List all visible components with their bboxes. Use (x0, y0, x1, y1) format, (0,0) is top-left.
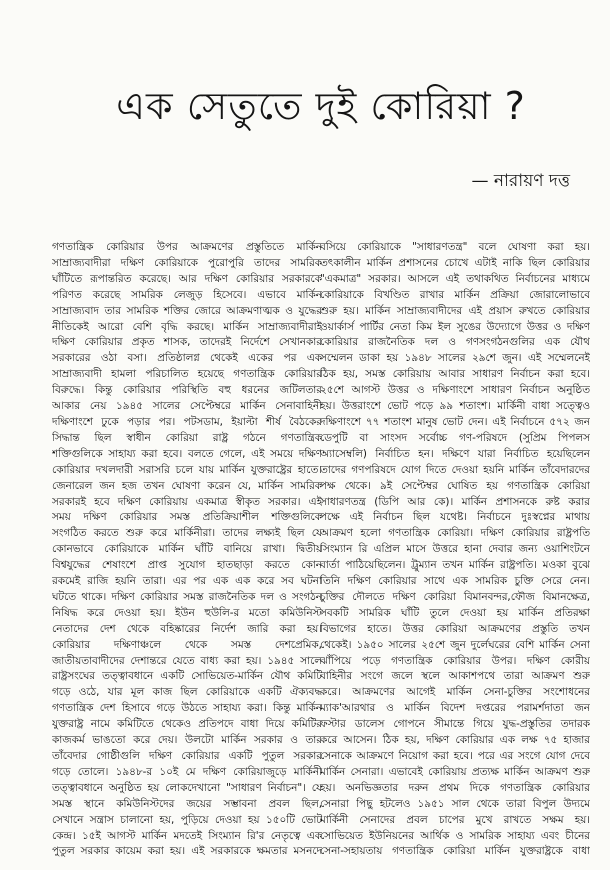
text-line: ডেপুটি বা সাংসদ সর্বোচ্চ গণ-পরিষদে (সুপ্রিম পিপলস (320, 431, 590, 444)
text-line: গড়ে ওঠে, যার মূল কাজ ছিল কোরিয়াকে একটি ঐক্যবদ্ধ (52, 686, 322, 699)
text-line: আকার নেয় ১৯৪৫ সালের সেপ্টেম্বরে মার্কিন সেনাবাহিনী (52, 400, 322, 413)
text-line: পুতুল সরকার কায়েম করা হয়। এই সরকারকে ক্ষমতার মসনদে (52, 845, 322, 858)
text-line: মার্কিনী সেনাদের প্রবল চাপের মুখে রাখতে সক্ষম হয়। (320, 813, 590, 826)
text-line: অ্যাসেম্বলি) নির্বাচিত হন। দক্ষিণে যারা নির্বাচিত হয়েছিলেন (320, 447, 590, 460)
text-line: যুক্তরাষ্ট্র নামে কমিটিতে থেকেও প্রতিপদে বাধা দিয়ে কমিটির (52, 718, 322, 731)
text-line: সরকারই হবে দক্ষিণ কোরিয়ায় একমাত্র স্বীকৃত সরকার। এই (52, 495, 322, 508)
text-line: ঠিক হয়, সমস্ত কোরিয়ায় আবার সাধারণ নির্বাচন করা হবে। (320, 368, 590, 381)
text-line: দক্ষিণাংশে ৭৭ শতাংশ মানুষ ভোট দেন। এই নির্বাচনে ৫৭২ জন (320, 415, 590, 428)
text-line: সাম্রাজ্যবাদ তার সামরিক শক্তির জোরে আক্রমণাত্মক ও যুদ্ধের (52, 304, 322, 317)
text-line: সেখানে সন্ত্রাস চালানো হয়, পুড়িয়ে দেওয়া হয় ১৫০টি ভোট (52, 813, 322, 826)
article-author: — নারায়ণ দত্ত (471, 171, 570, 191)
text-line: সেনারা পিছু হটলেও ১৯৫১ সাল থেকে তারা বিপুল উদ্যমে (320, 797, 590, 810)
text-line: তত্ত্বাবধানে অনুষ্ঠিত হয় লোকদেখানো "সাধারণ নির্বাচন"। যে (52, 781, 322, 794)
text-line: গণতান্ত্রিক কোরিয়ার উপর আক্রমণের প্রস্তুতিতে মার্কিন (52, 241, 322, 253)
text-line: বসিয়ে কোরিয়াকে "সাধারণতন্ত্র" বলে ঘোষণা করা হয়। (320, 241, 590, 253)
text-line: ঘাঁটিতে রূপান্তরিত করেছে। আর দক্ষিণ কোরিয়ার সরকারকে (52, 272, 322, 285)
text-line: দক্ষিণ কোরিয়ার প্রকৃত শাসক, তাদেরই নির্দেশে সেখানকার (52, 336, 322, 349)
text-line: কাজকর্ম ভাঙতো করে দেয়। উলটো মার্কিন সরকার ও তার (52, 734, 322, 747)
text-line: ২৫শে আগস্ট উত্তর ও দক্ষিণাংশে সাধারণ নির্বাচন অনুষ্ঠিত (320, 384, 590, 397)
text-line: গণতান্ত্রিক দেশ হিসাবে গড়ে উঠতে সাহায্য করা। কিন্তু মার্কিন (52, 702, 322, 715)
text-line: সাম্রাজ্যবাদী হামলা পরিচালিত হয়েছে গণতান্ত্রিক কোরিয়ার (52, 368, 322, 381)
text-line: দক্ষিণাংশে ঢুকে পড়ার পর। পটসডাম, ইয়াল্টা শীর্ষ বৈঠকের (52, 415, 322, 428)
text-line: ম্যাক'আরথার ও মার্কিন বিদেশ দপ্তরের পরামর্শদাতা জন (320, 702, 590, 715)
text-line: নিষিদ্ধ করে দেওয়া হয়। ইউন হুউলি-র মতো কমিউনিস্ট (52, 606, 322, 619)
text-line: ঝাঁপিয়ে পড়ে গণতান্ত্রিক কোরিয়ার উপর। দক্ষিণ কোরীয় (320, 654, 590, 667)
text-line: সিংম্যান রি এপ্রিল মাসে উত্তরে হানা দেবার জন্য ওয়াশিংটনে (320, 543, 590, 556)
text-line: সবকটি সামরিক ঘাঁটি তুলে দেওয়া হয় মার্কিন প্রতিরক্ষা (320, 606, 590, 619)
text-line: আক্রমণ হলো গণতান্ত্রিক কোরিয়া। দক্ষিণ কোরিয়ার রাষ্ট্রপতি (320, 527, 590, 540)
text-line: সাম্রাজ্যবাদীরা দক্ষিণ কোরিয়াকে পুরোপুরি তাদের সামরিক (52, 256, 322, 269)
text-line: কোরিয়াকে বিখণ্ডিত রাখার মার্কিন প্রক্রিয়া জোরালোভাবে (320, 288, 590, 301)
text-line: হয়। অনভিজ্ঞতার দরুন প্রথম দিকে গণতান্ত্রিক কোরিয়ার (320, 781, 590, 794)
text-line: সময় দক্ষিণ কোরিয়ার সমস্ত প্রতিক্রিয়াশীল শক্তিগুলিকে (52, 511, 322, 524)
text-line: বিশ্বযুদ্ধের শেষাংশে প্রাপ্ত সুযোগ হাতছাড়া করতে কোন (52, 559, 322, 572)
text-line: সোভিয়েত ইউনিয়নের আর্থিক ও সামরিক সাহায্য এবং চীনের (320, 829, 590, 842)
text-line: সরকারের ওঠা বসা। প্রতিষ্ঠালগ্ন থেকেই একের পর এক (52, 352, 322, 365)
right-column (320, 240, 590, 860)
text-line: ফস্টার ডালেস গোপনে সীমান্তে গিয়ে যুদ্ধ-প্রস্তুতির তদারক (320, 718, 590, 731)
text-line: পরিণত করেছে সামরিক লেজুড় হিসেবে। এভাবে মার্কিন (52, 288, 322, 301)
text-line: ঘটতে থাকে। দক্ষিণ কোরিয়ার সমস্ত রাজনৈতিক দল ও সংগঠন (52, 590, 322, 603)
article-title: এক সেতুতে দুই কোরিয়া ? (116, 84, 526, 128)
text-line: থেকেই। ১৯৫০ সালের ২৫শে জুন দুর্লেঘরের বেশি মার্কিন সেনা (320, 638, 590, 651)
text-line: সিদ্ধান্ত ছিল স্বাধীন কোরিয়া রাষ্ট্র গঠনে গণতান্ত্রিক (52, 431, 322, 444)
text-line: সেনা-সহায়তায় গণতান্ত্রিক কোরিয়া মার্কিন যুক্তরাষ্ট্রকে বাধা (320, 845, 590, 858)
text-line: রকমেই রাজি হয়নি তারা। এর পর এক এক করে সব ঘটনা (52, 575, 322, 588)
text-line: সাধারণতন্ত্র (ডিপি আর কে)। মার্কিন প্রশাসনকে রুষ্ট করার (320, 495, 590, 508)
text-line: চুক্তির দৌলতে দক্ষিণ কোরিয়া বিমানবন্দর,ফৌজ বিমানক্ষেত্র, (320, 590, 590, 603)
text-line: সমস্ত স্থানে কমিউনিস্টদের জয়ের সম্ভাবনা প্রবল ছিল, (52, 797, 322, 810)
text-line: পক্ষ থেকে। ৯ই সেপ্টেম্বর ঘোষিত হয় গণতান্ত্রিক কোরিয়া (320, 479, 590, 492)
text-line: জেনারেল জন হজ তখন ঘোষণা করেন যে, মার্কিন সামরিক (52, 479, 322, 492)
text-line: "একমাত্র" সরকার। আসলে এই তথাকথিত নির্বাচনের মাধ্যমে (320, 272, 590, 285)
text-line: কোনভাবে কোরিয়াকে মার্কিন ঘাঁটি বানিয়ে রাখা। দ্বিতীয় (52, 543, 322, 556)
text-line: হয়। উত্তরাংশে ভোট পড়ে ৯৯ শতাংশ। মার্কিনী বাধা সত্ত্বেও (320, 400, 590, 413)
text-line: নেতাদের দেশ থেকে বহিষ্কারের নির্দেশ জারি করা হয়। (52, 622, 322, 635)
text-line: শুরু হয়। মার্কিন সাম্রাজ্যবাদীদের এই প্রয়াস রুখতে কোরিয়ার (320, 304, 590, 317)
text-line: সংগঠিত করতে শুরু করে মার্কিনীরা। তাদের লক্ষ্যই ছিল যে (52, 527, 322, 540)
text-line: নীতিকেই আরো বেশি বৃদ্ধি করছে। মার্কিন সাম্রাজ্যবাদীরাই (52, 320, 322, 333)
text-line: বার্তা পাঠিয়েছিলেন। ট্রুম্যান তখন মার্কিন রাষ্ট্রপতি। মওকা বুঝে (320, 559, 590, 572)
text-line: গড়ে তোলে। ১৯৪৮-র ১০ই মে দক্ষিণ কোরিয়াজুড়ে মার্কিনী (52, 765, 322, 778)
text-line: বিভাগের হাতে। উত্তর কোরিয়া আক্রমণের প্রস্তুতি তখন (320, 622, 590, 635)
text-line: তাদের গণপরিষদে যোগ দিতে দেওয়া হয়নি মার্কিন তাঁবেদারদের (320, 463, 590, 476)
left-column (52, 240, 322, 860)
text-line: তাঁবেদার গোষ্ঠীগুলি দক্ষিণ কোরিয়ার একটি পুতুল সরকার (52, 750, 322, 762)
text-line: তৎকালীন মার্কিন প্রশাসনের চোখে এটাই নাকি ছিল কোরিয়ার (320, 256, 590, 269)
text-line: পক্ষে এই নির্বাচন ছিল যথেষ্ট। নির্বাচনে দুঃস্বপ্নের মাথায় (320, 511, 590, 524)
text-line: করে। আক্রমণের আগেই মার্কিন সেনা-চুক্তির সংশোধনের (320, 686, 590, 699)
text-line: বাহিনীর সংগে জলে স্থলে আকাশপথে তারা আক্রমণ শুরু (320, 670, 590, 683)
text-line: বিরুদ্ধে। কিন্তু কোরিয়ার পরিস্থিতি বহু ধরনের জটিলতার (52, 384, 322, 397)
text-line: জাতীয়তাবাদীদের দেশান্তরে যেতে বাধ্য করা হয়। ১৯৪৫ সালে (52, 654, 322, 667)
text-line: রাষ্ট্রসংঘের তত্ত্বাবধানে একটি সোভিয়েত-মার্কিন যৌথ কমিটি (52, 670, 322, 683)
text-line: কোরিয়ার দখলদারী সরাসরি চলে যায় মার্কিন যুক্তরাষ্ট্রের হাতে। (52, 463, 322, 476)
text-line: ওয়ার্কার্স পার্টির নেতা কিম ইল সুঙের উদ্যোগে উত্তর ও দক্ষিণ (320, 320, 590, 333)
text-line: কোরিয়ার রাজনৈতিক দল ও গণসংগঠনগুলির এক যৌথ (320, 336, 590, 349)
text-line: করে আসেন। ঠিক হয়, দক্ষিণ কোরিয়ার এক লক্ষ ৭৫ হাজার (320, 734, 590, 747)
text-line: সম্মেলন ডাকা হয় ১৯৪৮ সালের ২৯শে জুন। এই সম্মেলনেই (320, 352, 590, 365)
text-line: কোরিয়ার দক্ষিণাঞ্চলে থেকে সমস্ত দেশপ্রেমিক, (52, 638, 322, 651)
text-line: মার্কিন সেনারা। এভাবেই কোরিয়ায় প্রত্যক্ষ মার্কিন আক্রমণ শুরু (320, 765, 590, 778)
text-line: তিনি দক্ষিণ কোরিয়ার সাথে এক সামরিক চুক্তি সেরে নেন। (320, 575, 590, 588)
text-line: কেন্দ্র। ১৫ই আগস্ট মার্কিন মদতেই সিংম্যান রি'র নেতৃত্বে এক (52, 829, 322, 842)
text-line: সেনাকে আক্রমণে নিয়োগ করা হবে। পরে এর সংগে যোগ দেবে (320, 750, 590, 762)
text-line: শক্তিগুলিকে সাহায্য করা হবে। বলতে গেলে, এই সময়ে দক্ষিণ (52, 447, 322, 460)
